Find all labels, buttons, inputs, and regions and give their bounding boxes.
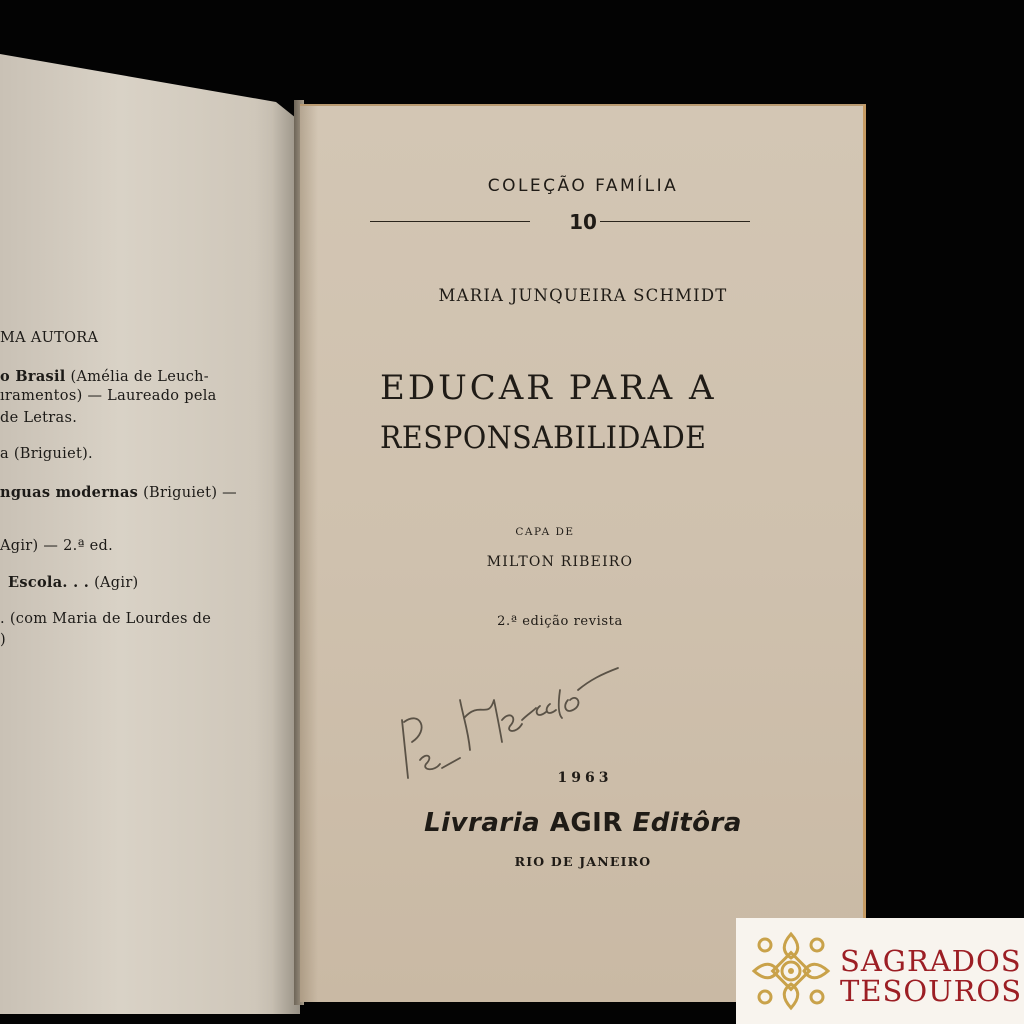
publisher-name	[300, 808, 866, 838]
left-page-line: a (Briguiet).	[0, 446, 93, 462]
watermark-text-line-2: TESOUROS	[840, 974, 1023, 1008]
left-page-line: Agir) — 2.ª ed.	[0, 538, 114, 554]
edition-note: 2.ª edição revista	[497, 614, 623, 629]
left-page	[0, 54, 300, 1014]
book-title-line-2: RESPONSABILIDADE	[380, 420, 707, 456]
left-page-line: )	[0, 632, 6, 648]
title-page	[300, 104, 866, 1002]
watermark-logo	[736, 918, 1024, 1024]
left-page-line: de Letras.	[0, 410, 78, 426]
publisher-script-2: Editôra	[632, 808, 742, 838]
publication-year: 1963	[557, 770, 613, 786]
cover-artist: MILTON RIBEIRO	[486, 554, 634, 570]
left-page-heading: MA AUTORA	[0, 330, 99, 346]
left-page-line: ıramentos) — Laureado pela	[0, 388, 217, 404]
watermark-text-line-1: SAGRADOS	[840, 944, 1022, 978]
left-page-line: . (com Maria de Lourdes de	[0, 611, 212, 627]
left-page-line: Escola. . . (Agir)	[8, 574, 139, 591]
ornament-emblem-icon	[750, 930, 832, 1012]
cover-credit-label: CAPA DE	[515, 526, 575, 538]
publisher-city: RIO DE JANEIRO	[514, 854, 652, 869]
volume-number: 10	[569, 210, 597, 234]
author-name: MARIA JUNQUEIRA SCHMIDT	[438, 286, 728, 305]
left-page-line: o Brasil (Amélia de Leuch-	[0, 368, 209, 385]
publisher-brand: AGIR	[549, 808, 623, 838]
collection-name: COLEÇÃO FAMÍLIA	[487, 176, 679, 196]
book-title-line-1: EDUCAR PARA A	[380, 368, 717, 408]
handwritten-signature	[390, 660, 630, 790]
left-page-line: nguas modernas (Briguiet) —	[0, 484, 237, 501]
publisher-script-1: Livraria	[424, 808, 541, 838]
